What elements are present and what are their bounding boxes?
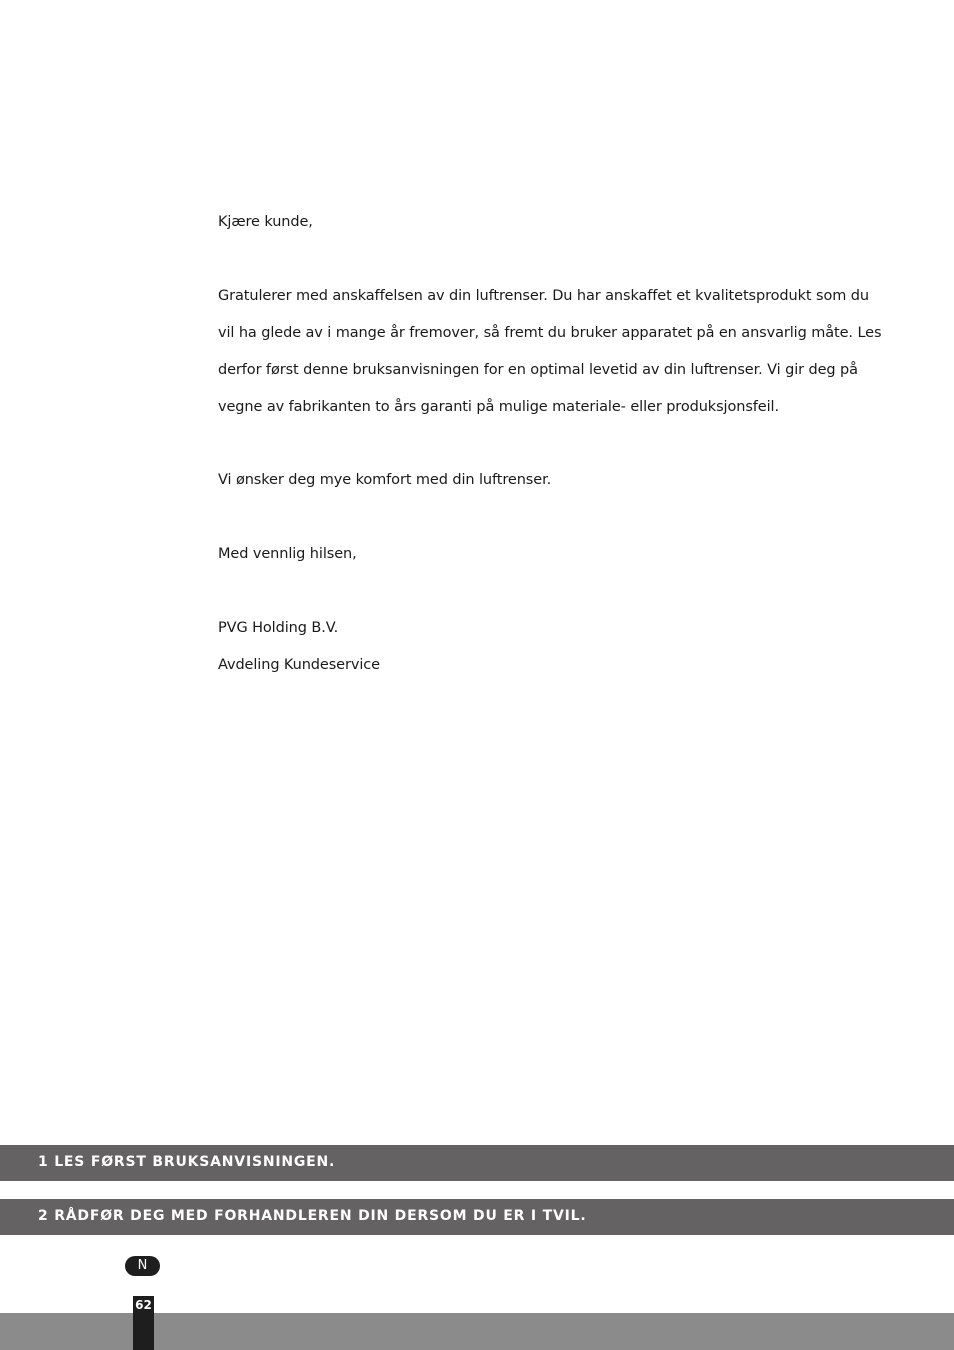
letter-wish: Vi ønsker deg mye komfort med din luftrenser.: [218, 472, 552, 488]
signature-company: PVG Holding B.V.: [218, 620, 339, 636]
paragraph-line: vegne av fabrikanten to års garanti på mulige materiale- eller produksjonsfeil.: [218, 399, 779, 415]
instruction-banner-1: [0, 1145, 954, 1181]
page-number-tab: [133, 1296, 154, 1350]
instruction-banner-text: 1 LES FØRST BRUKSANVISNINGEN.: [38, 1154, 336, 1170]
instruction-banner-text: 2 RÅDFØR DEG MED FORHANDLEREN DIN DERSOM DU ER I TVIL.: [38, 1208, 587, 1224]
paragraph-line: vil ha glede av i mange år fremover, så fremt du bruker apparatet på en ansvarlig måte. Les: [218, 325, 882, 341]
letter-closing: Med vennlig hilsen,: [218, 546, 357, 562]
paragraph-line: Gratulerer med anskaffelsen av din luftrenser. Du har anskaffet et kvalitetsprodukt som du: [218, 288, 869, 304]
letter-greeting: Kjære kunde,: [218, 214, 313, 230]
paragraph-line: derfor først denne bruksanvisningen for en optimal levetid av din luftrenser. Vi gir deg på: [218, 362, 858, 378]
language-badge: N: [125, 1256, 160, 1276]
page-number: 62: [135, 1298, 152, 1312]
signature-department: Avdeling Kundeservice: [218, 657, 380, 673]
instruction-banner-2: [0, 1199, 954, 1235]
